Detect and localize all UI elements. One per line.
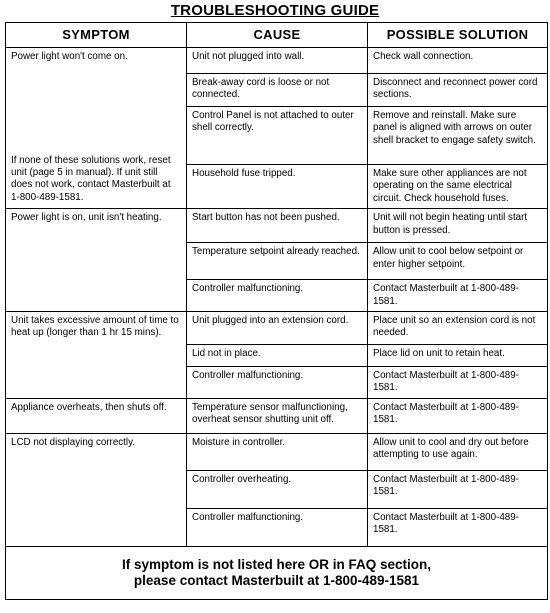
troubleshooting-table: [5, 22, 548, 600]
symptom-cell: [6, 48, 187, 209]
symptom-cell: [6, 398, 187, 433]
cause-cell: Controller malfunctioning.: [187, 367, 368, 399]
table-row: [6, 209, 548, 243]
symptom-text: Power light is on, unit isn't heating.: [11, 212, 162, 224]
header-row: [6, 23, 548, 48]
table-row: [6, 48, 548, 74]
symptom-text: Power light won't come on.: [11, 51, 128, 62]
solution-cell: Disconnect and reconnect power cord sections.: [368, 74, 548, 107]
cause-cell: Controller malfunctioning.: [187, 508, 368, 546]
solution-cell: Contact Masterbuilt at 1-800-489-1581.: [368, 367, 548, 399]
symptom-cell: [6, 312, 187, 399]
cause-cell: Controller overheating.: [187, 470, 368, 508]
table-row: [6, 312, 548, 345]
solution-cell: Allow unit to cool and dry out before attempting to use again.: [368, 433, 548, 470]
table-row: [6, 398, 548, 433]
cause-cell: Household fuse tripped.: [187, 165, 368, 209]
solution-cell: Contact Masterbuilt at 1-800-489-1581.: [368, 280, 548, 312]
symptom-cell: [6, 433, 187, 546]
cause-cell: Unit not plugged into wall.: [187, 48, 368, 74]
contact-footer: [6, 546, 548, 599]
cause-cell: Break-away cord is loose or not connected.: [187, 74, 368, 107]
cause-cell: Unit plugged into an extension cord.: [187, 312, 368, 345]
footer-line-2: please contact Masterbuilt at 1-800-489-1581: [133, 572, 420, 588]
cause-cell: Temperature setpoint already reached.: [187, 243, 368, 280]
solution-cell: Place lid on unit to retain heat.: [368, 345, 548, 367]
solution-cell: Make sure other appliances are not operating on the same electrical circuit. Check household fuses.: [368, 165, 548, 209]
solution-cell: Contact Masterbuilt at 1-800-489-1581.: [368, 470, 548, 508]
cause-cell: Start button has not been pushed.: [187, 209, 368, 243]
solution-cell: Remove and reinstall. Make sure panel is aligned with arrows on outer shell bracket to engage safety switch.: [368, 107, 548, 165]
table-row: [6, 433, 548, 470]
page-title: TROUBLESHOOTING GUIDE: [170, 2, 380, 19]
reset-note: If none of these solutions work, reset unit (page 5 in manual). If unit still does not work, contact Masterbuilt at 1-800-489-1581.: [11, 154, 171, 203]
cause-cell: Lid not in place.: [187, 345, 368, 367]
solution-cell: Check wall connection.: [368, 48, 548, 74]
solution-cell: Place unit so an extension cord is not needed.: [368, 312, 548, 345]
footer-line-1: If symptom is not listed here OR in FAQ section,: [121, 556, 432, 572]
cause-cell: Control Panel is not attached to outer shell correctly.: [187, 107, 368, 165]
symptom-text: LCD not displaying correctly.: [11, 436, 135, 448]
symptom-text: Unit takes excessive amount of time to heat up (longer than 1 hr 15 mins).: [11, 315, 179, 339]
symptom-text: Appliance overheats, then shuts off.: [11, 401, 167, 413]
cause-cell: Temperature sensor malfunctioning, overheat sensor shutting unit off.: [187, 398, 368, 433]
cause-cell: Moisture in controller.: [187, 433, 368, 470]
cause-cell: Controller malfunctioning.: [187, 280, 368, 312]
solution-cell: Contact Masterbuilt at 1-800-489-1581.: [368, 398, 548, 433]
table-body: [6, 48, 548, 547]
solution-cell: Contact Masterbuilt at 1-800-489-1581.: [368, 508, 548, 546]
footer-row: [6, 546, 548, 599]
cause-header: CAUSE: [187, 23, 368, 48]
solution-cell: Allow unit to cool below setpoint or enter higher setpoint.: [368, 243, 548, 280]
symptom-header: SYMPTOM: [6, 23, 187, 48]
solution-header: POSSIBLE SOLUTION: [368, 23, 548, 48]
solution-cell: Unit will not begin heating until start button is pressed.: [368, 209, 548, 243]
symptom-cell: [6, 209, 187, 312]
